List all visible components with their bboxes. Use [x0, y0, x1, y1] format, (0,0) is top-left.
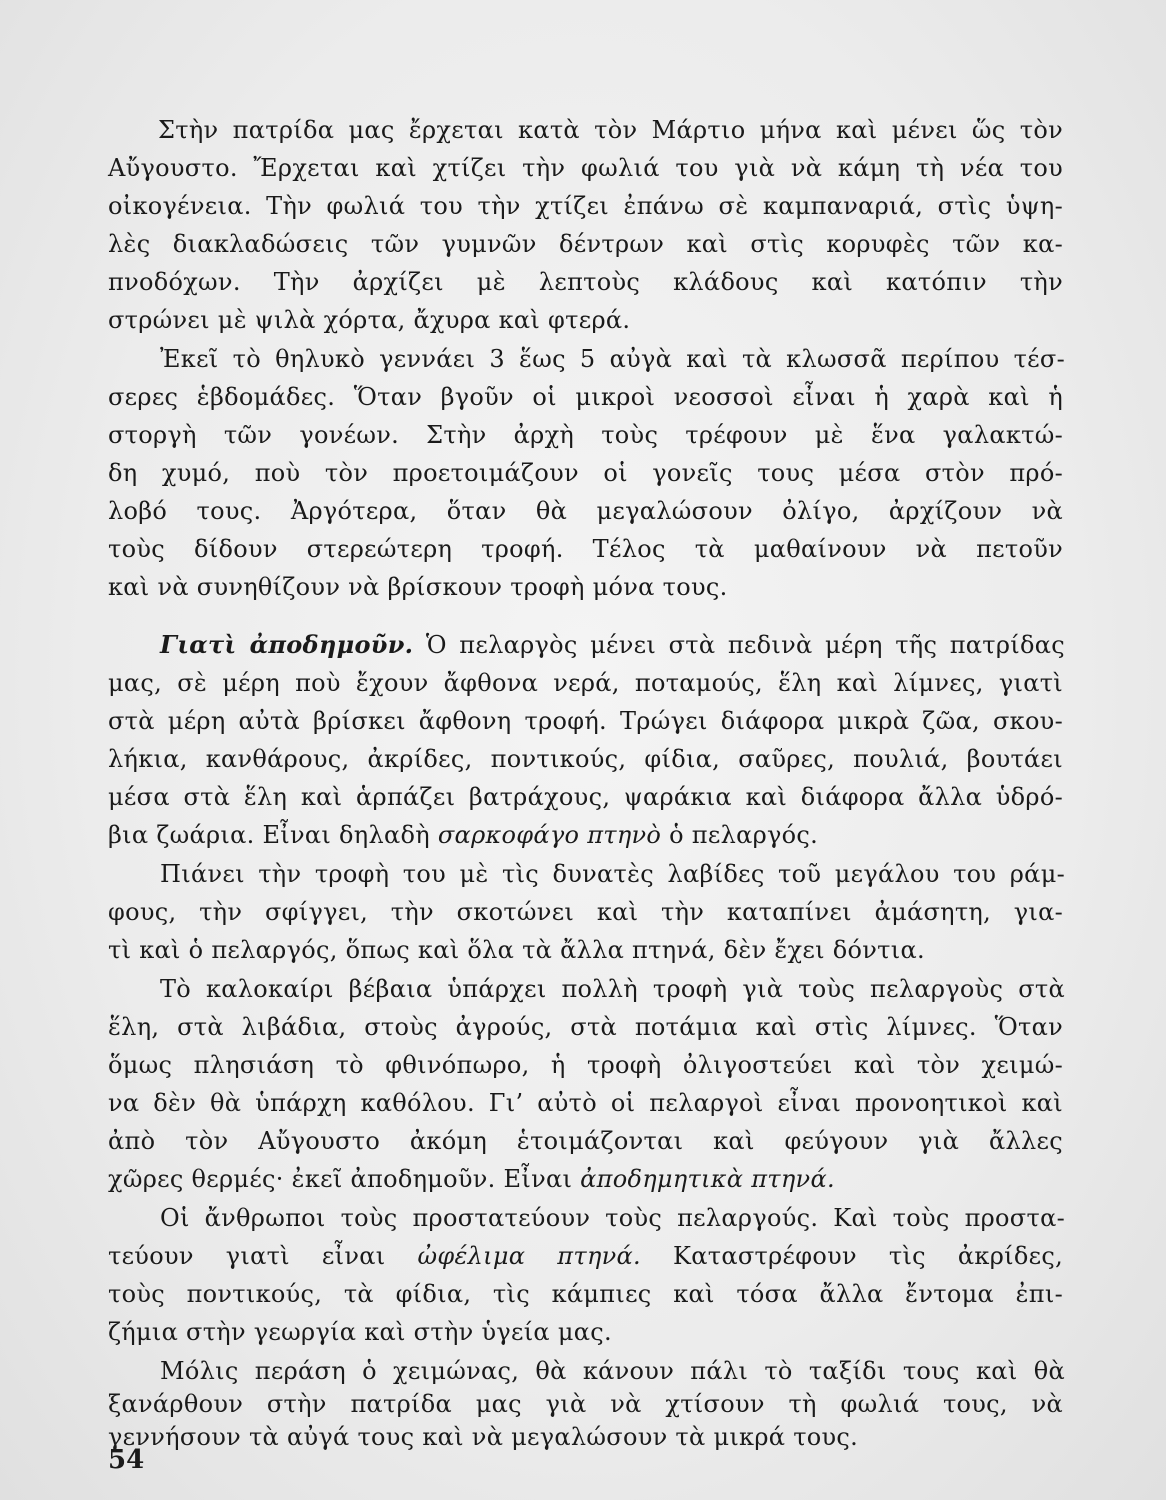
text-line: καὶ νὰ συνηθίζουν νὰ βρίσκουν τροφὴ μόνα τους.	[108, 573, 728, 601]
text-line: Ἐκεῖ τὸ θηλυκὸ γεννάει 3 ἕως 5 αὐγὰ καὶ τὰ κλωσσᾶ περίπου τέσ-	[160, 345, 1065, 373]
text-line: λοβό τους. Ἀργότερα, ὅταν θὰ μεγαλώσουν ὀλίγο, ἀρχίζουν νὰ	[108, 497, 1063, 525]
text-line: στὰ μέρη αὐτὰ βρίσκει ἄφθονη τροφή. Τρώγει διάφορα μικρὰ ζῶα, σκου-	[108, 707, 1063, 735]
text-line: στρώνει μὲ ψιλὰ χόρτα, ἄχυρα καὶ φτερά.	[108, 306, 631, 334]
text-run: Ὁ πελαργὸς μένει στὰ πεδινὰ μέρη τῆς πατρίδας	[425, 631, 1065, 659]
text-line: Τὸ καλοκαίρι βέβαια ὑπάρχει πολλὴ τροφὴ γιὰ τοὺς πελαργοὺς στὰ	[160, 975, 1065, 1003]
text-line: Μόλις περάση ὁ χειμώνας, θὰ κάνουν πάλι τὸ ταξίδι τους καὶ θὰ	[160, 1357, 1065, 1385]
text-line: ξανάρθουν στὴν πατρίδα μας γιὰ νὰ χτίσουν τὴ φωλιά τους, νὰ	[108, 1390, 1063, 1418]
text-run: χῶρες θερμές· ἐκεῖ ἀποδημοῦν. Εἶναι	[108, 1165, 573, 1193]
text-run: ὁ πελαργός.	[669, 821, 819, 849]
text-line: λήκια, κανθάρους, ἀκρίδες, ποντικούς, φίδια, σαῦρες, πουλιά, βουτάει	[108, 745, 1063, 773]
text-line: πνοδόχων. Τὴν ἀρχίζει μὲ λεπτοὺς κλάδους καὶ κατόπιν τὴν	[108, 268, 1063, 296]
text-line: ζήμια στὴν γεωργία καὶ στὴν ὑγεία μας.	[108, 1318, 612, 1346]
text-line: λὲς διακλαδώσεις τῶν γυμνῶν δέντρων καὶ στὶς κορυφὲς τῶν κα-	[108, 230, 1063, 258]
text-line: δη χυμό, ποὺ τὸν προετοιμάζουν οἱ γονεῖς τους μέσα στὸν πρό-	[108, 459, 1063, 487]
text-line: ἕλη, στὰ λιβάδια, στοὺς ἀγρούς, στὰ ποτάμια καὶ στὶς λίμνες. Ὅταν	[108, 1013, 1063, 1041]
emphasis-text: ἀποδημητικὰ πτηνά.	[580, 1165, 835, 1193]
text-line: στοργὴ τῶν γονέων. Στὴν ἀρχὴ τοὺς τρέφουν μὲ ἕνα γαλακτώ-	[108, 421, 1063, 449]
text-line: ἀπὸ τὸν Αὔγουστο ἀκόμη ἑτοιμάζονται καὶ φεύγουν γιὰ ἄλλες	[108, 1127, 1063, 1155]
text-line: τοὺς ποντικούς, τὰ φίδια, τὶς κάμπιες καὶ τόσα ἄλλα ἔντομα ἐπι-	[108, 1280, 1063, 1308]
text-line: να δὲν θὰ ὑπάρχη καθόλου. Γι’ αὐτὸ οἱ πελαργοὶ εἶναι προνοητικοὶ καὶ	[108, 1089, 1063, 1117]
text-line: τοὺς δίδουν στερεώτερη τροφή. Τέλος τὰ μαθαίνουν νὰ πετοῦν	[108, 535, 1063, 563]
emphasis-text: ὠφέλιμα πτηνά.	[417, 1242, 641, 1270]
text-run: βια ζωάρια. Εἶναι δηλαδὴ	[108, 821, 430, 849]
text-line: σερες ἑβδομάδες. Ὅταν βγοῦν οἱ μικροὶ νεοσσοὶ εἶναι ἡ χαρὰ καὶ ἡ	[108, 383, 1063, 411]
text-line: Στὴν πατρίδα μας ἔρχεται κατὰ τὸν Μάρτιο μήνα καὶ μένει ὥς τὸν	[158, 116, 1063, 144]
text-run: Καταστρέφουν τὶς ἀκρίδες,	[673, 1242, 1064, 1270]
text-line: Πιάνει τὴν τροφὴ του μὲ τὶς δυνατὲς λαβίδες τοῦ μεγάλου του ράμ-	[160, 860, 1065, 888]
text-line: γεννήσουν τὰ αὐγά τους καὶ νὰ μεγαλώσουν τὰ μικρά τους.	[108, 1423, 859, 1451]
text-line: φους, τὴν σφίγγει, τὴν σκοτώνει καὶ τὴν καταπίνει ἀμάσητη, για-	[108, 898, 1063, 926]
emphasis-text: σαρκοφάγο πτηνὸ	[437, 821, 662, 849]
text-line: οἰκογένεια. Τὴν φωλιά του τὴν χτίζει ἐπάνω σὲ καμπαναριά, στὶς ὑψη-	[108, 192, 1063, 220]
text-line: ὅμως πλησιάση τὸ φθινόπωρο, ἡ τροφὴ ὀλιγοστεύει καὶ τὸν χειμώ-	[108, 1051, 1063, 1079]
text-run: τεύουν γιατὶ εἶναι	[108, 1242, 386, 1270]
text-line: μέσα στὰ ἕλη καὶ ἁρπάζει βατράχους, ψαράκια καὶ διάφορα ἄλλα ὑδρό-	[108, 783, 1063, 811]
text-line: τὶ καὶ ὁ πελαργός, ὅπως καὶ ὅλα τὰ ἄλλα πτηνά, δὲν ἔχει δόντια.	[108, 936, 925, 964]
text-line: μας, σὲ μέρη ποὺ ἔχουν ἄφθονα νερά, ποταμούς, ἕλη καὶ λίμνες, γιατὶ	[108, 669, 1063, 697]
text-line: Αὔγουστο. Ἔρχεται καὶ χτίζει τὴν φωλιά του γιὰ νὰ κάμη τὴ νέα του	[108, 154, 1063, 182]
text-line: Οἱ ἄνθρωποι τοὺς προστατεύουν τοὺς πελαργούς. Καὶ τοὺς προστα-	[160, 1204, 1065, 1232]
page-number: 54	[108, 1445, 145, 1475]
section-heading: Γιατὶ ἀποδημοῦν.	[160, 630, 414, 659]
